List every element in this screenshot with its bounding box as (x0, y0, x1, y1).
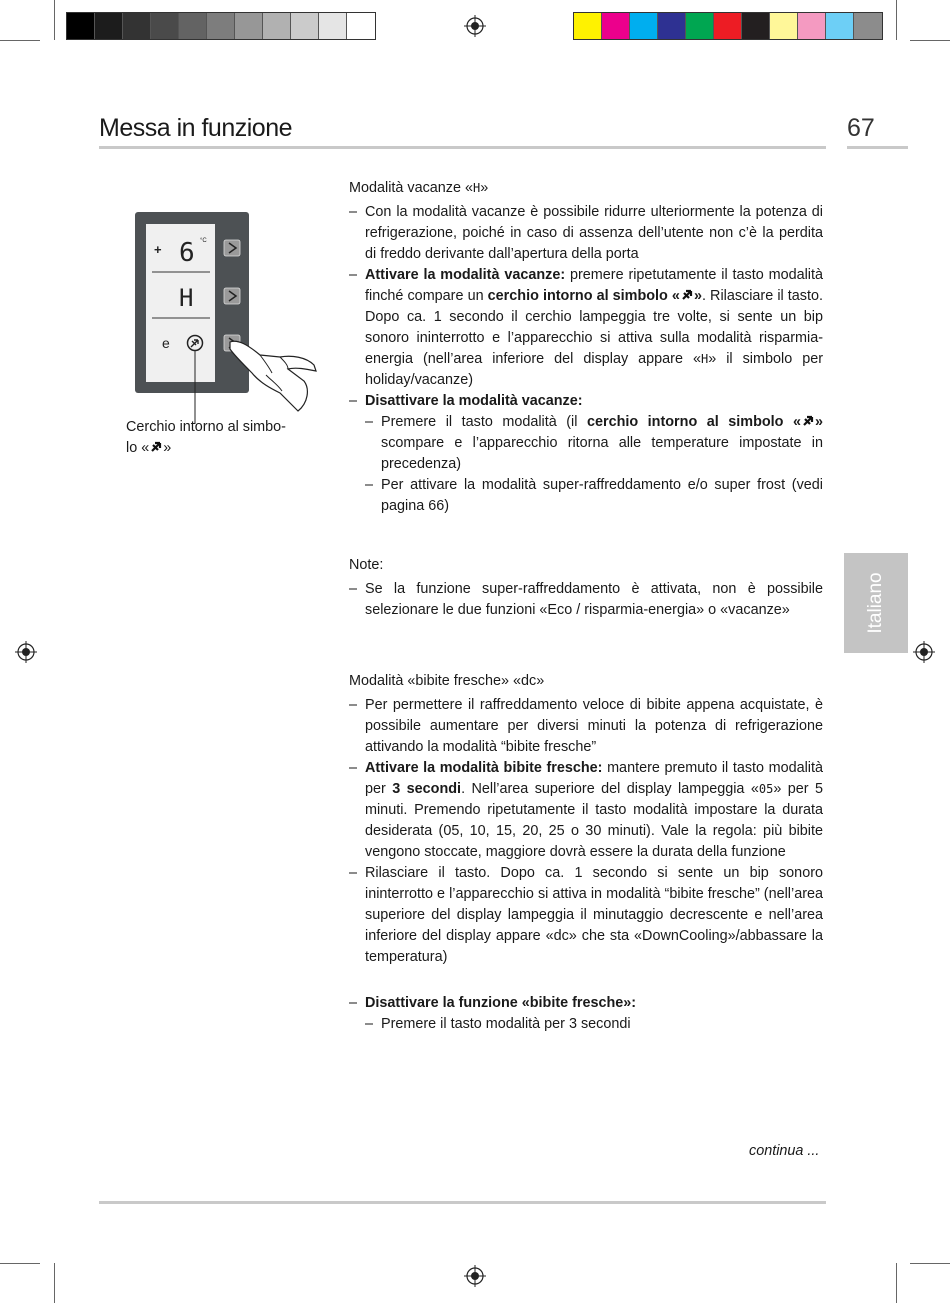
crop-mark (54, 1263, 55, 1303)
color-swatch (630, 13, 658, 39)
holiday-symbol: H (473, 181, 481, 195)
panel-button-top[interactable] (224, 240, 240, 256)
section-title: Modalità «bibite fresche» «dc» (349, 673, 545, 689)
color-swatch (291, 13, 319, 39)
color-swatch (67, 13, 95, 39)
color-swatch (207, 13, 235, 39)
page-number: 67 (847, 114, 875, 142)
display-temperature: 6 (179, 238, 195, 268)
color-swatch (574, 13, 602, 39)
list-item: – Disattivare la modalità vacanze: (349, 391, 823, 412)
crop-mark (896, 1263, 897, 1303)
control-panel-illustration (120, 205, 330, 425)
crop-mark (910, 40, 950, 41)
display-plus-sign: + (154, 242, 162, 257)
language-tab-label: Italiano (865, 572, 886, 634)
registration-mark-icon (913, 641, 935, 663)
section-holiday-mode (349, 178, 823, 517)
list-item: – Disattivare la funzione «bibite fresche»: (349, 993, 823, 1014)
color-swatch (263, 13, 291, 39)
display-digits-symbol: 05 (758, 782, 774, 796)
color-swatch (151, 13, 179, 39)
crop-mark (896, 0, 897, 40)
color-swatch (235, 13, 263, 39)
holiday-plane-icon (801, 415, 815, 427)
crop-mark (54, 0, 55, 40)
note-title: Note: (349, 557, 384, 573)
color-swatch (714, 13, 742, 39)
color-calibration-bar (573, 12, 883, 40)
crop-mark (910, 1263, 950, 1264)
sub-list-item: – Premere il tasto modalità per 3 secondi (349, 1014, 823, 1035)
color-swatch (179, 13, 207, 39)
page-title: Messa in funzione (99, 114, 293, 142)
display-holiday-letter: H (179, 284, 194, 312)
registration-mark-icon (15, 641, 37, 663)
gray-calibration-bar (66, 12, 376, 40)
holiday-plane-icon (680, 289, 694, 301)
color-swatch (854, 13, 882, 39)
header-rule (99, 146, 826, 149)
footer-rule (99, 1201, 826, 1204)
color-swatch (826, 13, 854, 39)
crop-mark (0, 40, 40, 41)
color-swatch (602, 13, 630, 39)
list-item: – Se la funzione super-raffreddamento è attivata, non è possibile selezionare le due funzioni «Eco / risparmia-energia» o «vacanze» (349, 579, 823, 621)
section-title: Modalità vacanze «H» (349, 180, 489, 196)
color-swatch (347, 13, 375, 39)
list-item: – Per permettere il raffreddamento veloce di bibite appena acquistate, è possibile aumentare per diversi minuti la potenza di refrigerazione attivando la modalità “bibite fresche” (349, 695, 823, 758)
color-swatch (742, 13, 770, 39)
registration-mark-icon (464, 15, 486, 37)
section-note (349, 555, 823, 621)
list-item: – Attivare la modalità bibite fresche: mantere premuto il tasto modalità per 3 secondi. Nell’area superiore del display lampeggia «05» per 5 minuti. Premendo ripetutamente il tasto modalità impostare la durata desiderata (05, 10, 15, 20, 25 o 30 minuti). Vale la regola: più bibite vengono stoccate, maggiore dovrà essere la durata della funzione (349, 758, 823, 863)
holiday-plane-icon (149, 441, 163, 453)
color-swatch (123, 13, 151, 39)
registration-mark-icon (464, 1265, 486, 1287)
display-eco-symbol: e (162, 335, 170, 351)
display-unit: °C (200, 238, 207, 244)
sub-list-item: – Premere il tasto modalità (il cerchio intorno al simbolo « » scompare e l’apparecchio ritorna alle temperature impostate in precedenza) (349, 412, 823, 475)
holiday-symbol: H (700, 352, 709, 366)
color-swatch (319, 13, 347, 39)
continued-label: continua ... (749, 1143, 820, 1159)
list-item: – Con la modalità vacanze è possibile ridurre ulteriormente la potenza di refrigerazione, poiché in caso di assenza dell’utente non c’è la perdita di freddo derivante dall’apertura della porta (349, 202, 823, 265)
caption-line-1: Cerchio intorno al simbo- (126, 419, 286, 435)
caption-line-2: lo « » (126, 440, 172, 456)
language-tab (844, 553, 908, 653)
color-swatch (658, 13, 686, 39)
list-item: – Attivare la modalità vacanze: premere ripetutamente il tasto modalità finché compare un cerchio intorno al simbolo « ». Rilasciare il tasto. Dopo ca. 1 secondo il cerchio lampeggia tre volte, si sente un bip sonoro ininterrotto e l’apparecchio si attiva sulla modalità risparmia-energia (nell’area inferiore del display appare «H» il simbolo per holiday/vacanze) (349, 265, 823, 391)
page-number-rule (847, 146, 908, 149)
panel-button-middle[interactable] (224, 288, 240, 304)
list-item: – Rilasciare il tasto. Dopo ca. 1 secondo si sente un bip sonoro ininterrotto e l’apparecchio si attiva in modalità “bibite fresche” (nell’area superiore del display lampeggia il minutaggio decrescente e nell’area inferiore del display appare «dc» che sta «DownCooling»/abbassare la temperatura) (349, 863, 823, 968)
crop-mark (0, 1263, 40, 1264)
sub-list-item: – Per attivare la modalità super-raffreddamento e/o super frost (vedi pagina 66) (349, 475, 823, 517)
figure-caption (126, 417, 306, 459)
color-swatch (95, 13, 123, 39)
color-swatch (798, 13, 826, 39)
color-swatch (686, 13, 714, 39)
color-swatch (770, 13, 798, 39)
section-fresh-drinks-mode (349, 671, 823, 1035)
